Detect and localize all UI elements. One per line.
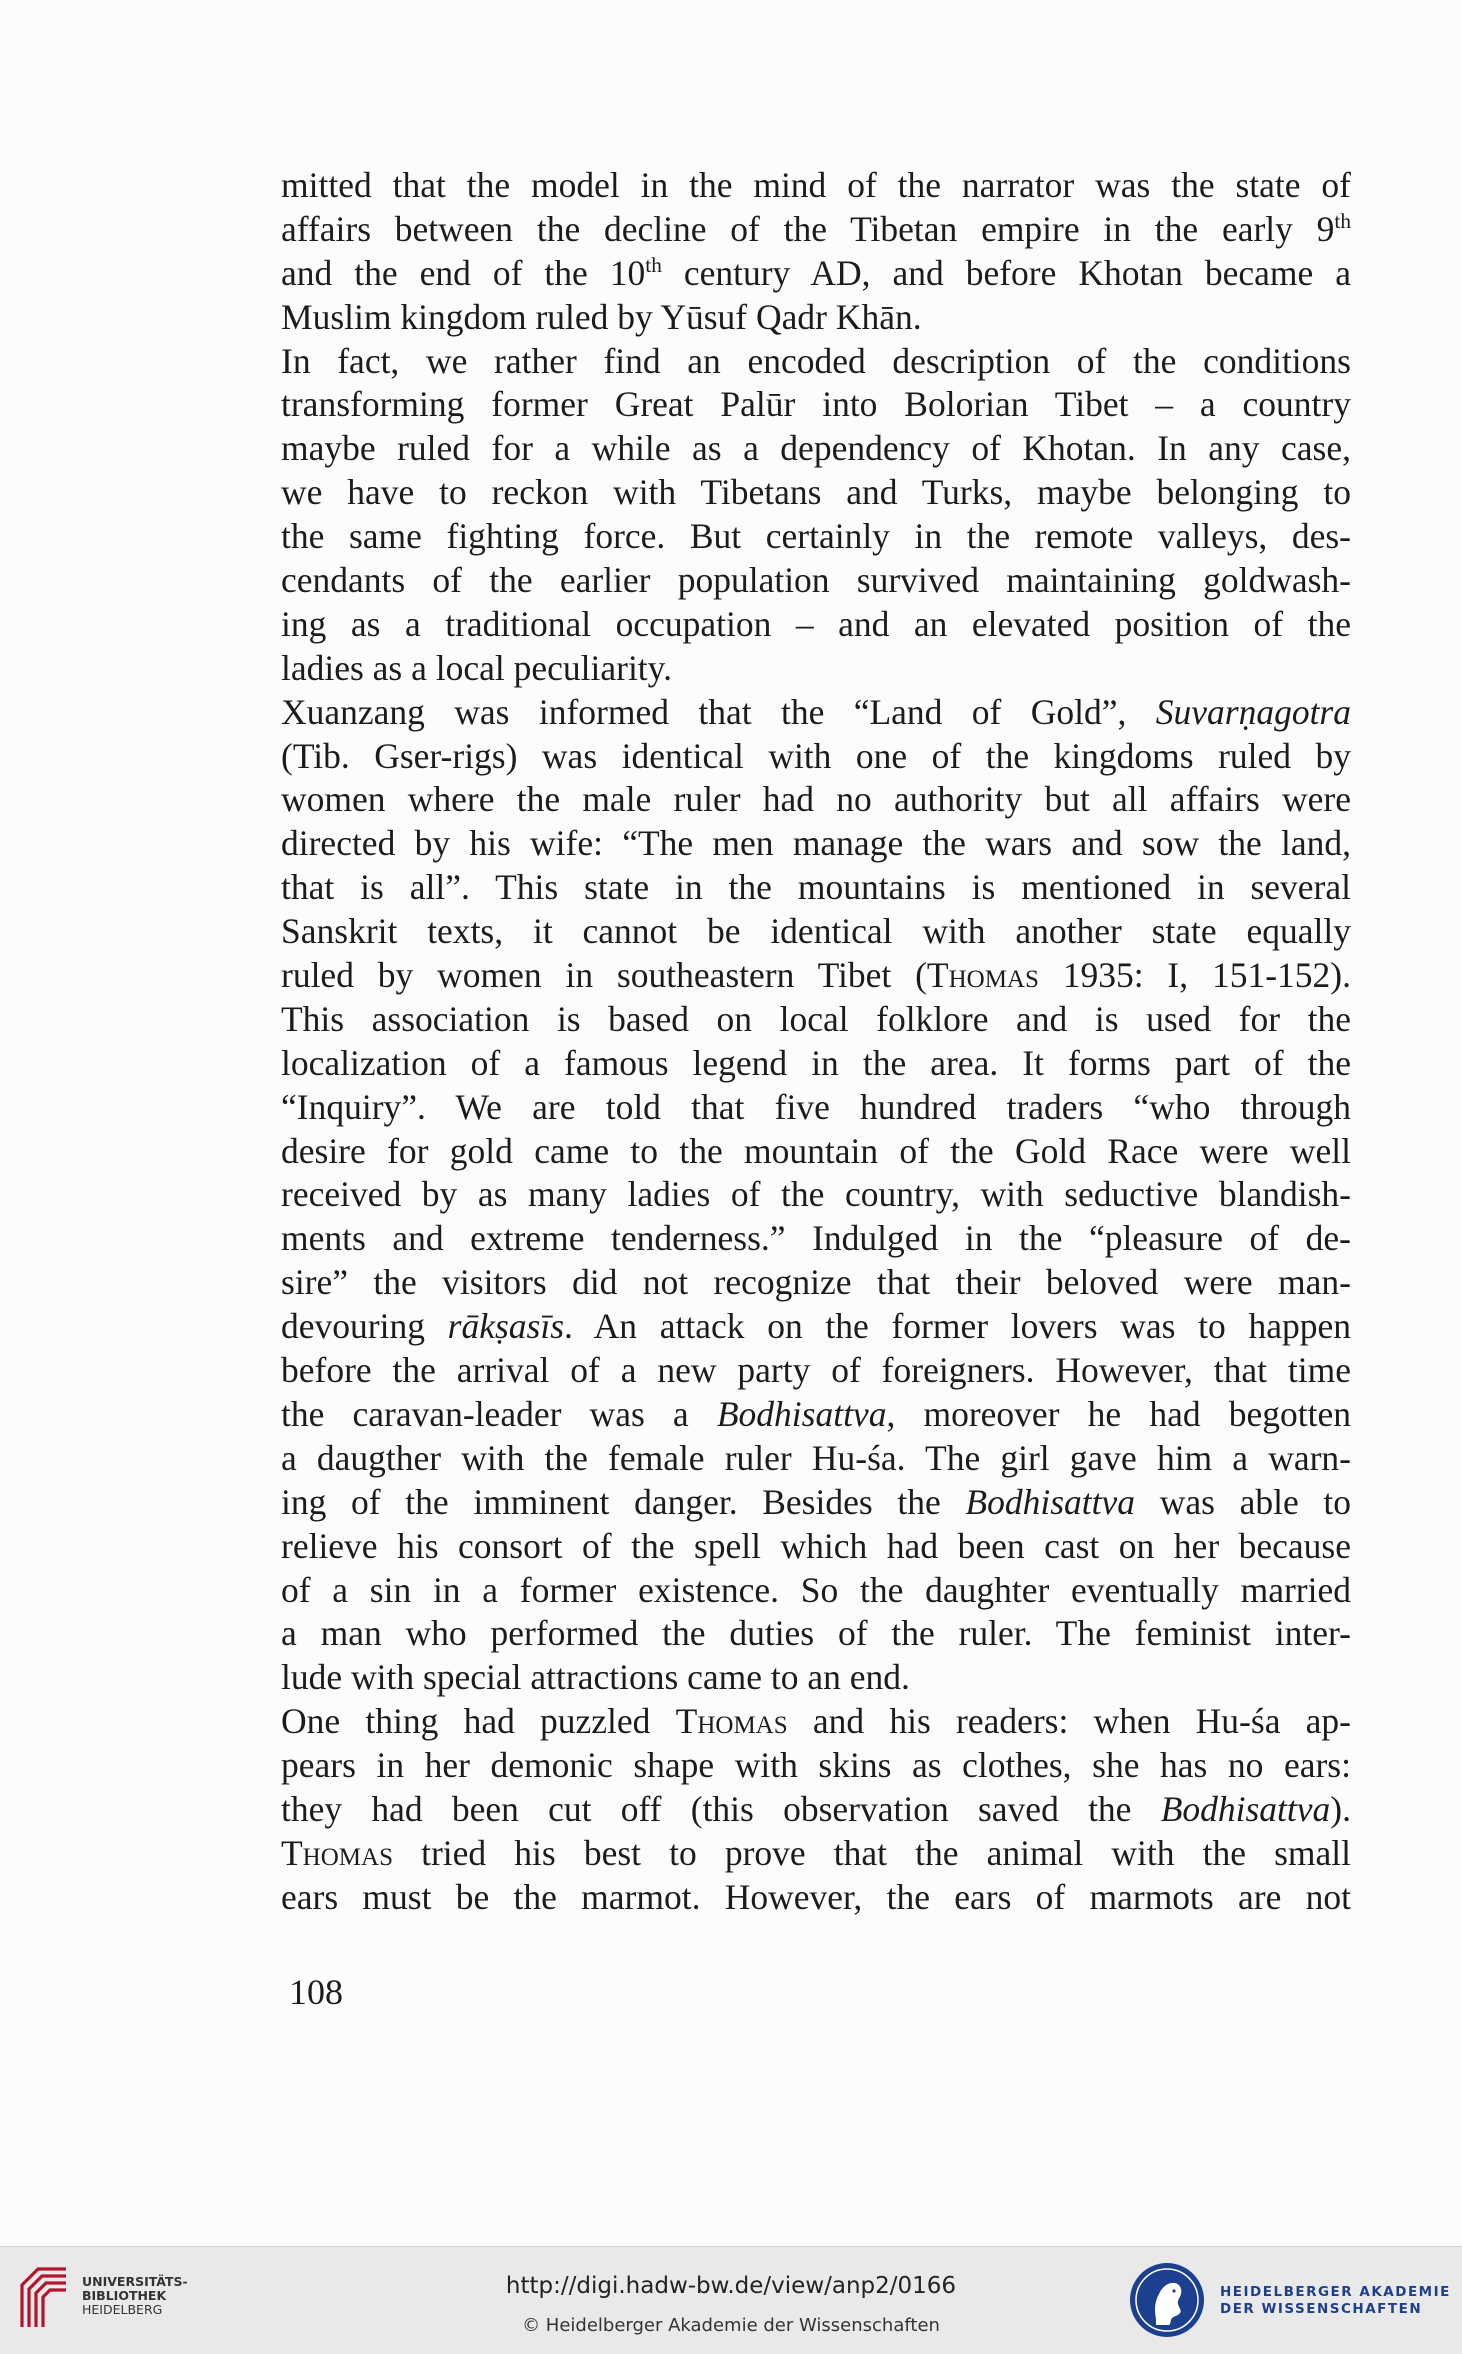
text-line: lude with special attractions came to an end.: [281, 1657, 910, 1698]
text-line: transforming former Great Palūr into Bolorian Tibet – a country: [281, 384, 1351, 425]
body-text: [281, 164, 1351, 1920]
text-line: relieve his consort of the spell which had been cast on her because: [281, 1525, 1351, 1566]
text-line: Thomas tried his best to prove that the animal with the small: [281, 1832, 1351, 1873]
text-line: In fact, we rather find an encoded description of the conditions: [281, 340, 1351, 381]
text-line: Muslim kingdom ruled by Yūsuf Qadr Khān.: [281, 296, 922, 337]
text-line: cendants of the earlier population survived maintaining goldwash-: [281, 560, 1351, 601]
text-line: sire” the visitors did not recognize that their beloved were man-: [281, 1262, 1351, 1303]
text-line: ing of the imminent danger. Besides the Bodhisattva was able to: [281, 1481, 1352, 1522]
text-line: Xuanzang was informed that the “Land of Gold”, Suvarṇagotra: [281, 691, 1351, 732]
text-line: (Tib. Gser-rigs) was identical with one of the kingdoms ruled by: [281, 735, 1351, 776]
text-line: received by as many ladies of the country, with seductive blandish-: [281, 1174, 1351, 1215]
text-line: desire for gold came to the mountain of the Gold Race were well: [281, 1130, 1351, 1171]
university-library-name: UNIVERSITÄTS- BIBLIOTHEK HEIDELBERG: [82, 2274, 188, 2317]
text-line: that is all”. This state in the mountains is mentioned in several: [281, 867, 1351, 908]
text-line: pears in her demonic shape with skins as clothes, she has no ears:: [281, 1745, 1351, 1786]
text-line: This association is based on local folklore and is used for the: [281, 998, 1351, 1039]
text-line: One thing had puzzled Thomas and his readers: when Hu-śa ap-: [281, 1701, 1352, 1742]
text-line: before the arrival of a new party of foreigners. However, that time: [281, 1350, 1351, 1391]
footer-bar: [0, 2246, 1462, 2354]
text-line: the caravan-leader was a Bodhisattva, moreover he had begotten: [281, 1393, 1351, 1434]
text-line: of a sin in a former existence. So the daughter eventually married: [281, 1569, 1351, 1610]
page-number: 108: [289, 1972, 343, 2012]
text-line: devouring rākṣasīs. An attack on the former lovers was to happen: [281, 1306, 1351, 1347]
text-line: ladies as a local peculiarity.: [281, 647, 672, 688]
text-line: a man who performed the duties of the ruler. The feminist inter-: [281, 1613, 1351, 1654]
page-url-link[interactable]: http://digi.hadw-bw.de/view/anp2/0166: [505, 2273, 957, 2299]
text-line: ments and extreme tenderness.” Indulged in the “pleasure of de-: [281, 1218, 1351, 1259]
text-line: maybe ruled for a while as a dependency of Khotan. In any case,: [281, 428, 1351, 469]
text-line: we have to reckon with Tibetans and Turks, maybe belonging to: [281, 472, 1351, 513]
text-line: they had been cut off (this observation saved the Bodhisattva).: [281, 1788, 1351, 1829]
text-line: women where the male ruler had no authority but all affairs were: [281, 779, 1351, 820]
text-line: “Inquiry”. We are told that five hundred traders “who through: [281, 1086, 1351, 1127]
text-line: ears must be the marmot. However, the ears of marmots are not: [281, 1876, 1351, 1917]
text-line: and the end of the 10th century AD, and before Khotan became a: [281, 252, 1351, 293]
text-line: directed by his wife: “The men manage the wars and sow the land,: [281, 823, 1351, 864]
copyright-notice: © Heidelberger Akademie der Wissenschaften: [522, 2315, 940, 2336]
text-line: affairs between the decline of the Tibetan empire in the early 9th: [281, 208, 1351, 249]
text-line: ruled by women in southeastern Tibet (Thomas 1935: I, 151-152).: [281, 955, 1351, 996]
text-line: localization of a famous legend in the area. It forms part of the: [281, 1042, 1351, 1083]
academy-seal-icon: [1128, 2261, 1206, 2339]
text-line: Sanskrit texts, it cannot be identical with another state equally: [281, 911, 1351, 952]
text-line: the same fighting force. But certainly in the remote valleys, des-: [281, 516, 1351, 557]
text-line: mitted that the model in the mind of the narrator was the state of: [281, 165, 1351, 205]
text-line: ing as a traditional occupation – and an elevated position of the: [281, 603, 1351, 644]
text-line: a daugther with the female ruler Hu-śa. The girl gave him a warn-: [281, 1437, 1351, 1478]
academy-name: HEIDELBERGER AKADEMIE DER WISSENSCHAFTEN: [1220, 2284, 1451, 2317]
